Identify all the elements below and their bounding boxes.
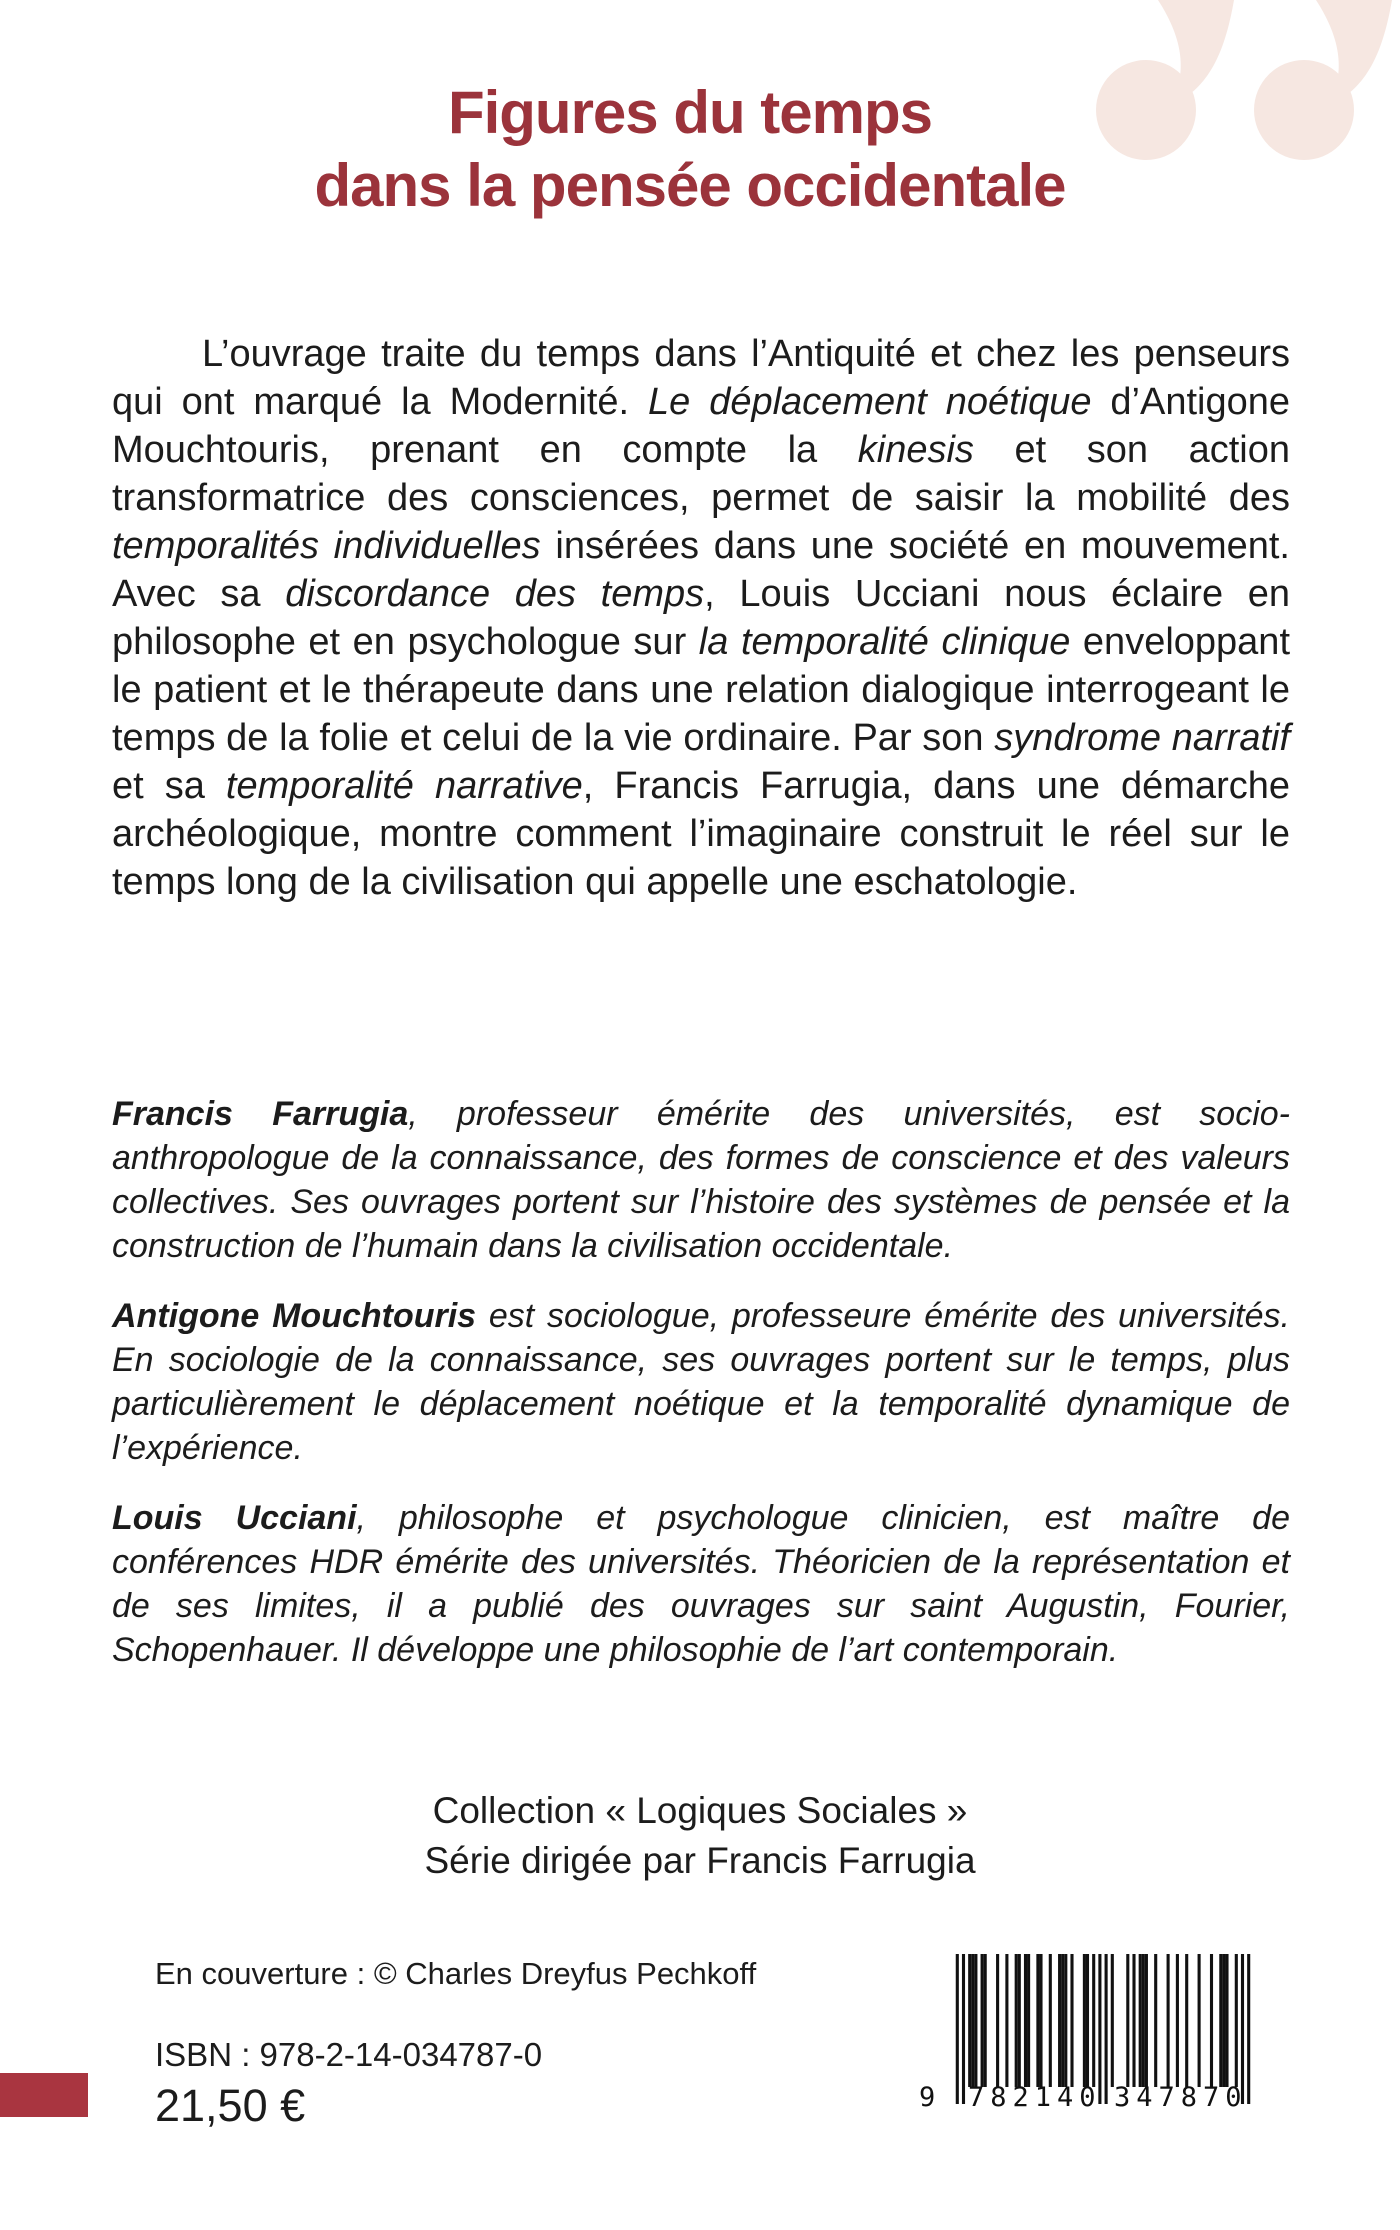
italic-phrase: discordance des temps — [285, 573, 705, 615]
barcode-bar — [1049, 1954, 1052, 2087]
barcode-bar — [1036, 1954, 1039, 2087]
barcode-bar — [984, 1954, 987, 2087]
barcode-digits-left: 782140 — [968, 2082, 1102, 2113]
collection-info — [0, 1786, 1400, 1886]
text-run: enveloppant le patient et le thérapeute dans une relation dialogique interrogeant le temps de la folie et celui de la vie ordinaire. Par son — [112, 621, 1290, 759]
text-run: , Louis Ucciani nous éclaire en philosophe et en psychologue sur — [112, 573, 1290, 663]
barcode-bar — [1024, 1954, 1027, 2087]
barcode-bar — [1086, 1954, 1089, 2087]
italic-phrase: syndrome narratif — [994, 717, 1291, 759]
author-bio-louis-ucciani — [112, 1496, 1290, 1672]
barcode-bar — [1005, 1954, 1008, 2087]
isbn: ISBN : 978-2-14-034787-0 — [155, 2036, 543, 2073]
author-bio-text: est sociologue, professeure émérite des universités. En sociologie de la connaissance, ses ouvrages portent sur le temps, plus particulièrement le déplacement noétique et la temporalité dynamique de l’expérience. — [112, 1297, 1290, 1467]
author-name: Antigone Mouchtouris — [112, 1297, 477, 1335]
barcode-bar — [974, 1954, 977, 2087]
italic-phrase: kinesis — [857, 429, 974, 471]
barcode-bar — [1027, 1954, 1030, 2087]
book-title-line-2: dans la pensée occidentale — [314, 152, 1066, 219]
barcode-bar — [1222, 1954, 1225, 2087]
barcode-bar — [1083, 1954, 1086, 2087]
cover-credit: En couverture : © Charles Dreyfus Pechkoff — [155, 1956, 757, 1991]
barcode-bar — [1145, 1954, 1148, 2087]
synopsis-paragraph — [112, 330, 1290, 906]
barcode-bar — [981, 1954, 984, 2087]
barcode-bar — [996, 1954, 999, 2087]
price: 21,50 € — [155, 2080, 306, 2131]
barcode-bar — [1111, 1954, 1114, 2087]
barcode-digit-prefix: 9 — [919, 2082, 936, 2113]
barcode-bar — [971, 1954, 974, 2087]
barcode-bar — [1132, 1954, 1135, 2087]
italic-phrase: Le déplacement noétique — [648, 381, 1092, 423]
barcode-guard-bar — [956, 1954, 959, 2104]
barcode-digits-right: 347870 — [1114, 2082, 1248, 2113]
barcode-bar — [1070, 1954, 1073, 2087]
author-bio-francis-farrugia — [112, 1092, 1290, 1268]
barcode-bar — [968, 1954, 971, 2087]
barcode-bar — [1167, 1954, 1170, 2087]
author-bio-antigone-mouchtouris — [112, 1294, 1290, 1470]
barcode-bar — [1018, 1954, 1021, 2087]
barcode-bar — [1154, 1954, 1157, 2087]
barcode-bar — [1219, 1954, 1222, 2087]
italic-phrase: la temporalité clinique — [698, 621, 1071, 663]
barcode-bar — [1139, 1954, 1142, 2087]
barcode-guard-bar — [1247, 1954, 1250, 2104]
text-run: et sa — [112, 765, 226, 807]
barcode — [919, 1954, 1251, 2120]
barcode-guard-bar — [962, 1954, 965, 2104]
text-run: L’ouvrage traite du temps dans l’Antiquité et chez les penseurs qui ont marqué la Modernité. — [112, 333, 1290, 423]
author-name: Francis Farrugia — [112, 1095, 409, 1133]
barcode-bar — [1142, 1954, 1145, 2087]
italic-phrase: temporalités individuelles — [112, 525, 541, 567]
collection-line: Collection « Logiques Sociales » — [432, 1790, 968, 1831]
book-title-line-1: Figures du temps — [447, 79, 933, 146]
barcode-bar — [1225, 1954, 1228, 2087]
barcode-bar — [1176, 1954, 1179, 2087]
text-run: , Francis Farrugia, dans une démarche archéologique, montre comment l’imaginaire construit le réel sur le temps long de la civilisation qui appelle une eschatologie. — [112, 765, 1290, 903]
barcode-bar — [1061, 1954, 1064, 2087]
barcode-bar — [1058, 1954, 1061, 2087]
barcode-bar — [1064, 1954, 1067, 2087]
author-bio-text: , philosophe et psychologue clinicien, est maître de conférences HDR émérite des universités. Théoricien de la représentation et de ses limites, il a publié des ouvrages sur saint Augustin, Fourier, Schopenhauer. Il développe une philosophie de l’art contemporain. — [112, 1499, 1290, 1669]
barcode-bar — [1092, 1954, 1095, 2087]
text-run: d’Antigone Mouchtouris, prenant en compte la — [112, 381, 1291, 471]
author-bio-text: , professeur émérite des universités, est socio-anthropologue de la connaissance, des formes de conscience et des valeurs collectives. Ses ouvrages portent sur l’histoire des systèmes de pensée et la construction de l’humain dans la civilisation occidentale. — [112, 1095, 1291, 1265]
barcode-bar — [1015, 1954, 1018, 2087]
barcode-bar — [1185, 1954, 1188, 2087]
accent-rectangle — [0, 2073, 88, 2117]
text-run: et son action transformatrice des consciences, permet de saisir la mobilité des — [112, 429, 1290, 519]
series-line: Série dirigée par Francis Farrugia — [424, 1840, 976, 1881]
book-title — [10, 76, 1370, 222]
barcode-guard-bar — [1105, 1954, 1108, 2104]
author-bios — [112, 1092, 1290, 1698]
barcode-bar — [1210, 1954, 1213, 2087]
barcode-bar — [1039, 1954, 1042, 2087]
italic-phrase: temporalité narrative — [225, 765, 583, 807]
barcode-bar — [1235, 1954, 1238, 2087]
text-run: insérées dans une société en mouvement. Avec sa — [112, 525, 1290, 615]
author-name: Louis Ucciani — [112, 1499, 357, 1537]
barcode-bar — [1198, 1954, 1201, 2087]
barcode-bar — [1126, 1954, 1129, 2087]
